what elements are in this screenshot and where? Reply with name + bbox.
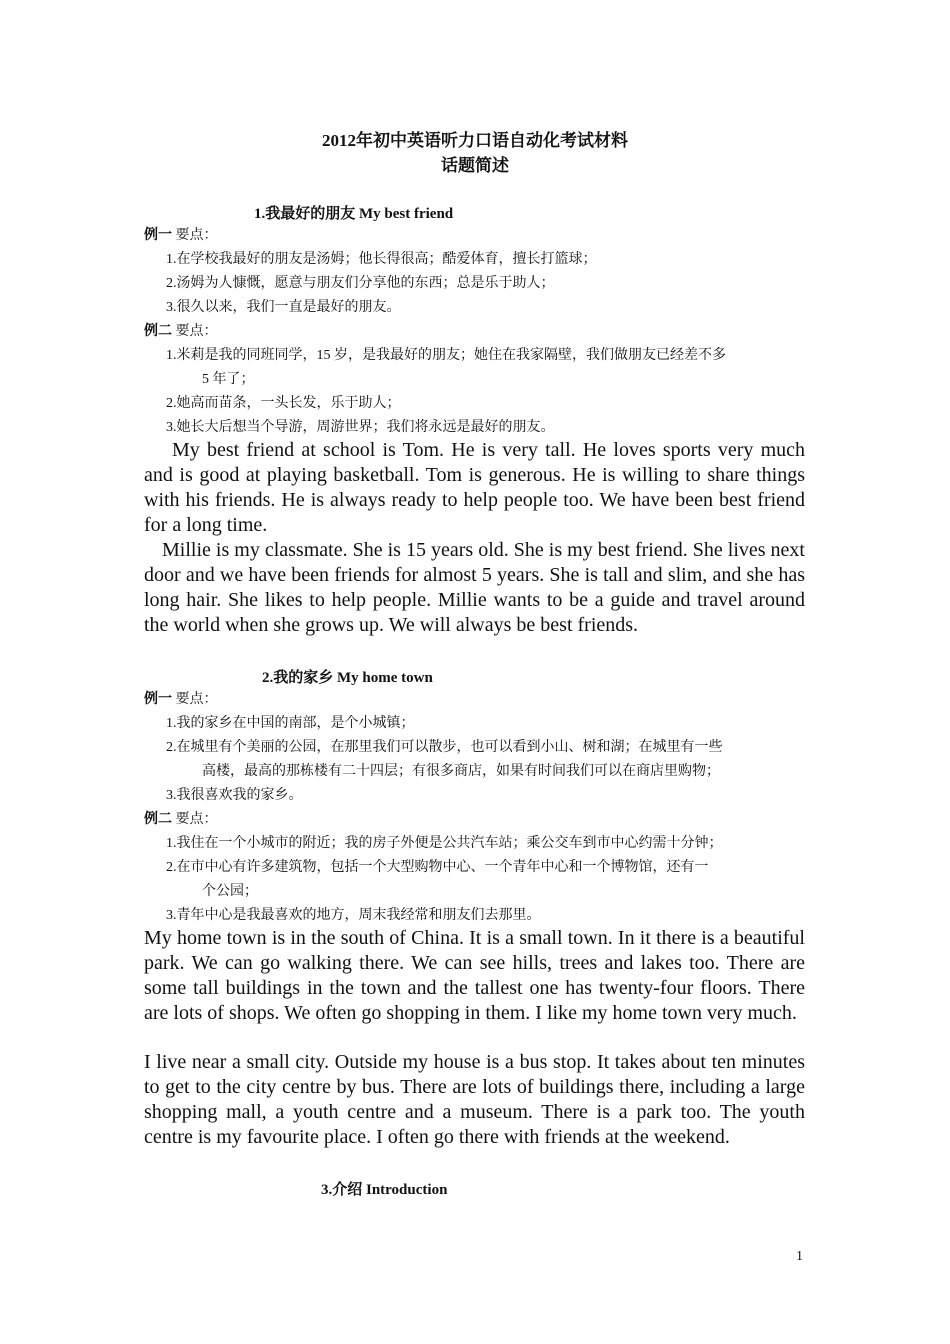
page-number: 1: [796, 1249, 803, 1264]
topic-2-key-points: [144, 688, 824, 928]
key-point-continuation: 5 年了；: [202, 372, 255, 387]
example-1-label-row: [144, 224, 824, 248]
example-label: 例一: [144, 228, 172, 243]
key-point-line: 1.米莉是我的同班同学，15 岁，是我最好的朋友；她住在我家隔壁，我们做朋友已经差不多: [166, 348, 726, 363]
example-label: 例二: [144, 324, 172, 339]
topic-3-heading: 3.介绍 Introduction: [321, 1182, 448, 1198]
topic-1-paragraph-2: Millie is my classmate. She is 15 years old. She is my best friend. She lives next door and we have been friends for almost 5 years. She is tall and slim, and she has long hair. She likes to help people. Millie wants to be a guide and travel around the world when she grows up. We will always be best friends.: [144, 539, 805, 636]
example-2-label-row: [144, 320, 824, 344]
key-point-continuation: 高楼，最高的那栋楼有二十四层；有很多商店，如果有时间我们可以在商店里购物；: [202, 764, 720, 779]
points-label: 要点：: [175, 692, 218, 707]
topic-2-paragraph-2: I live near a small city. Outside my house is a bus stop. It takes about ten minutes to get to the city centre by bus. There are lots of buildings there, including a large shopping mall, a youth centre and a museum. There is a park too. The youth centre is my favourite place. I often go there with friends at the weekend.: [144, 1051, 805, 1148]
points-label: 要点：: [175, 228, 218, 243]
key-point-line: 2.在城里有个美丽的公园，在那里我们可以散步，也可以看到小山、树和湖；在城里有一些: [166, 740, 723, 755]
example-label: 例二: [144, 812, 172, 827]
key-point: 3.青年中心是我最喜欢的地方，周末我经常和朋友们去那里。: [166, 908, 541, 923]
topic-1-paragraph-1: My best friend at school is Tom. He is very tall. He loves sports very much and is good at playing basketball. Tom is generous. He is willing to share things with his friends. He is always ready to help people too. We have been best friend for a long time.: [144, 439, 805, 536]
topic-2-paragraph-1: My home town is in the south of China. It is a small town. In it there is a beautiful park. We can go walking there. We can see hills, trees and lakes too. There are some tall buildings in the town and the tallest one has twenty-four floors. There are lots of shops. We often go shopping in them. I like my home town very much.: [144, 927, 805, 1024]
topic-1-heading: 1.我最好的朋友 My best friend: [254, 206, 454, 222]
points-label: 要点：: [175, 324, 218, 339]
key-point: [144, 856, 824, 904]
topic-1-key-points: [144, 224, 824, 440]
key-point: 1.我住在一个小城市的附近；我的房子外便是公共汽车站；乘公交车到市中心约需十分钟；: [166, 836, 723, 851]
key-point-line: 2.在市中心有许多建筑物，包括一个大型购物中心、一个青年中心和一个博物馆，还有一: [166, 860, 709, 875]
key-point: 3.她长大后想当个导游，周游世界；我们将永远是最好的朋友。: [166, 420, 555, 435]
example-1-label-row: [144, 688, 824, 712]
key-point: 3.很久以来，我们一直是最好的朋友。: [166, 300, 401, 315]
example-2-label-row: [144, 808, 824, 832]
document-title: 2012年初中英语听力口语自动化考试材料: [322, 131, 628, 150]
key-point: 2.汤姆为人慷慨，愿意与朋友们分享他的东西；总是乐于助人；: [166, 276, 555, 291]
key-point: 2.她高而苗条，一头长发，乐于助人；: [166, 396, 401, 411]
topic-2-heading: 2.我的家乡 My home town: [262, 670, 433, 686]
key-point: [144, 736, 824, 784]
key-point: 1.在学校我最好的朋友是汤姆；他长得很高；酷爱体育，擅长打篮球；: [166, 252, 597, 267]
points-label: 要点：: [175, 812, 218, 827]
document-subtitle: 话题简述: [441, 156, 509, 175]
key-point-continuation: 个公园；: [202, 884, 258, 899]
key-point: 1.我的家乡在中国的南部，是个小城镇；: [166, 716, 415, 731]
key-point: [144, 344, 824, 392]
example-label: 例一: [144, 692, 172, 707]
key-point: 3.我很喜欢我的家乡。: [166, 788, 303, 803]
